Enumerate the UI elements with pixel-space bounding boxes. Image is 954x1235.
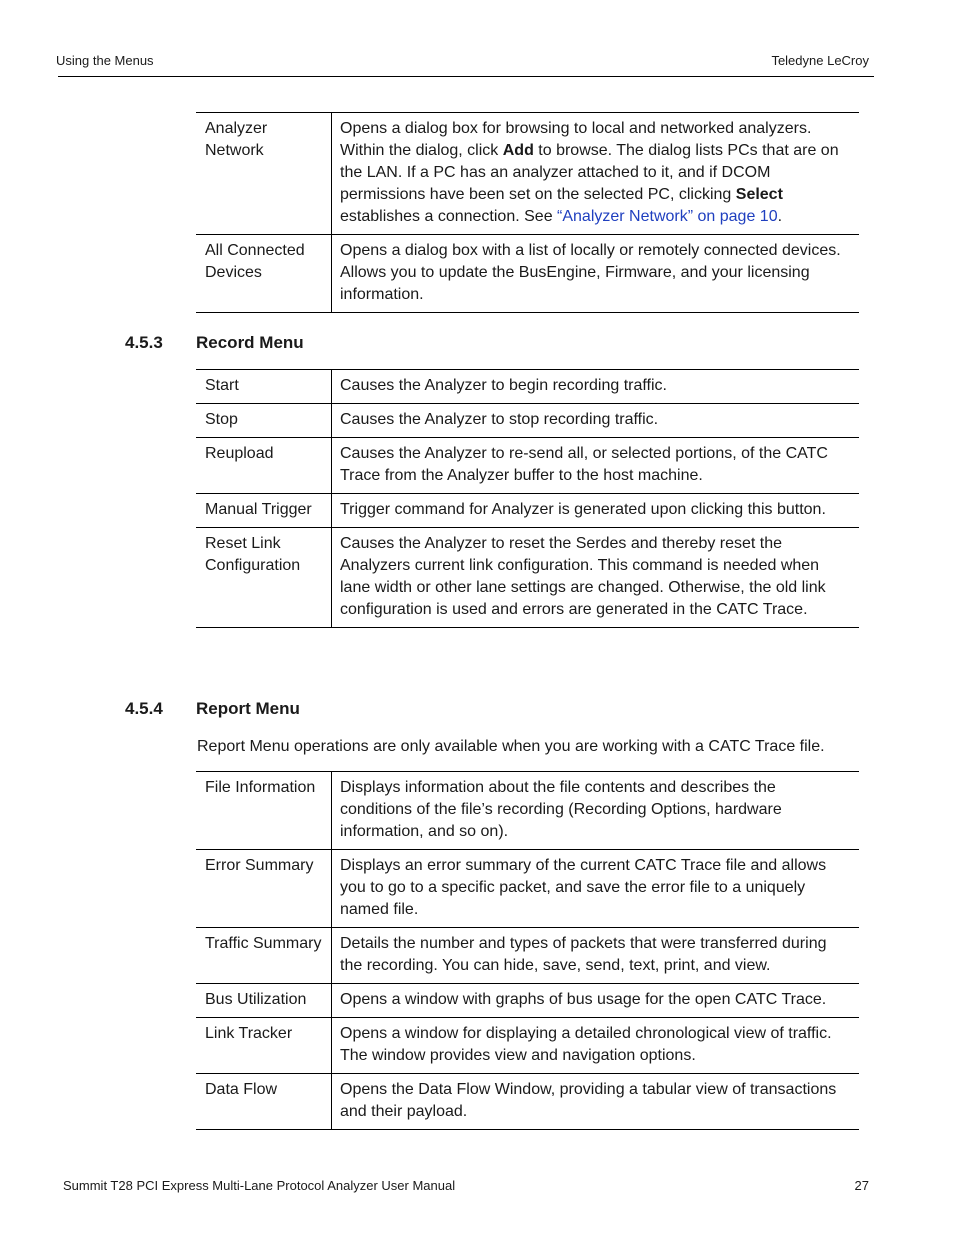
header-rule [58, 76, 874, 77]
description-cell: Trigger command for Analyzer is generated upon clicking this button. [332, 494, 860, 528]
section-title: Report Menu [196, 699, 300, 718]
description-cell: Opens a window for displaying a detailed chronological view of traffic. The window provides view and navigation options. [332, 1018, 860, 1074]
table-row [196, 1074, 859, 1130]
description-cell: Causes the Analyzer to re-send all, or selected portions, of the CATC Trace from the Analyzer buffer to the host machine. [332, 438, 860, 494]
table-row [196, 1018, 859, 1074]
term-cell: Traffic Summary [196, 928, 332, 984]
term-cell: Bus Utilization [196, 984, 332, 1018]
table-row [196, 984, 859, 1018]
report-intro-text: Report Menu operations are only available when you are working with a CATC Trace file. [197, 738, 825, 755]
table-row [196, 528, 859, 628]
description-text: Opens a dialog box for browsing to local and networked analyzers. Within the dialog, click [340, 120, 812, 159]
table-row [196, 404, 859, 438]
report-menu-heading [125, 699, 300, 719]
description-cell [332, 113, 860, 235]
description-text: establishes a connection. See [340, 208, 558, 225]
description-cell: Causes the Analyzer to begin recording traffic. [332, 370, 860, 404]
header-right-text: Teledyne LeCroy [771, 53, 869, 68]
analyzer-network-link[interactable]: “Analyzer Network” on page 10 [557, 208, 778, 225]
description-cell: Details the number and types of packets that were transferred during the recording. You can hide, save, send, text, print, and view. [332, 928, 860, 984]
record-menu-heading [125, 333, 304, 353]
table-row [196, 113, 859, 235]
add-keyword: Add [502, 142, 534, 159]
term-cell: Link Tracker [196, 1018, 332, 1074]
table-row [196, 370, 859, 404]
term-cell: Reset Link Configuration [196, 528, 332, 628]
description-text: to browse. The dialog lists PCs that are on the LAN. If a PC has an analyzer attached to it, and if DCOM permissions have been set on the selected PC, clicking [340, 142, 839, 203]
description-cell: Causes the Analyzer to stop recording traffic. [332, 404, 860, 438]
table-row [196, 438, 859, 494]
term-cell: Start [196, 370, 332, 404]
section-title: Record Menu [196, 333, 304, 352]
term-cell: Stop [196, 404, 332, 438]
description-text: . [777, 208, 783, 225]
network-menu-table [196, 112, 859, 313]
term-cell: Analyzer Network [196, 113, 332, 235]
description-cell: Opens a window with graphs of bus usage for the open CATC Trace. [332, 984, 860, 1018]
description-cell: Opens a dialog box with a list of locally or remotely connected devices. Allows you to update the BusEngine, Firmware, and your licensing information. [332, 235, 860, 313]
description-cell: Displays an error summary of the current CATC Trace file and allows you to go to a specific packet, and save the error file to a uniquely named file. [332, 850, 860, 928]
table-row [196, 928, 859, 984]
term-cell: Data Flow [196, 1074, 332, 1130]
description-cell: Opens the Data Flow Window, providing a tabular view of transactions and their payload. [332, 1074, 860, 1130]
footer-manual-title: Summit T28 PCI Express Multi-Lane Protocol Analyzer User Manual [63, 1178, 456, 1193]
report-menu-table [196, 771, 859, 1130]
term-cell: File Information [196, 772, 332, 850]
description-cell: Displays information about the file contents and describes the conditions of the file’s recording (Recording Options, hardware information, and so on). [332, 772, 860, 850]
term-cell: Manual Trigger [196, 494, 332, 528]
header-left-text: Using the Menus [56, 53, 154, 68]
table-row [196, 850, 859, 928]
select-keyword: Select [735, 186, 783, 203]
table-row [196, 494, 859, 528]
term-cell: Error Summary [196, 850, 332, 928]
record-menu-table [196, 369, 859, 628]
table-row [196, 235, 859, 313]
section-number: 4.5.3 [125, 333, 163, 352]
term-cell: All Connected Devices [196, 235, 332, 313]
table-row [196, 772, 859, 850]
description-cell: Causes the Analyzer to reset the Serdes and thereby reset the Analyzers current link configuration. This command is needed when lane width or other lane settings are changed. Otherwise, the old link configuration is used and errors are generated in the CATC Trace. [332, 528, 860, 628]
section-number: 4.5.4 [125, 699, 163, 718]
term-cell: Reupload [196, 438, 332, 494]
page-number: 27 [854, 1178, 869, 1193]
